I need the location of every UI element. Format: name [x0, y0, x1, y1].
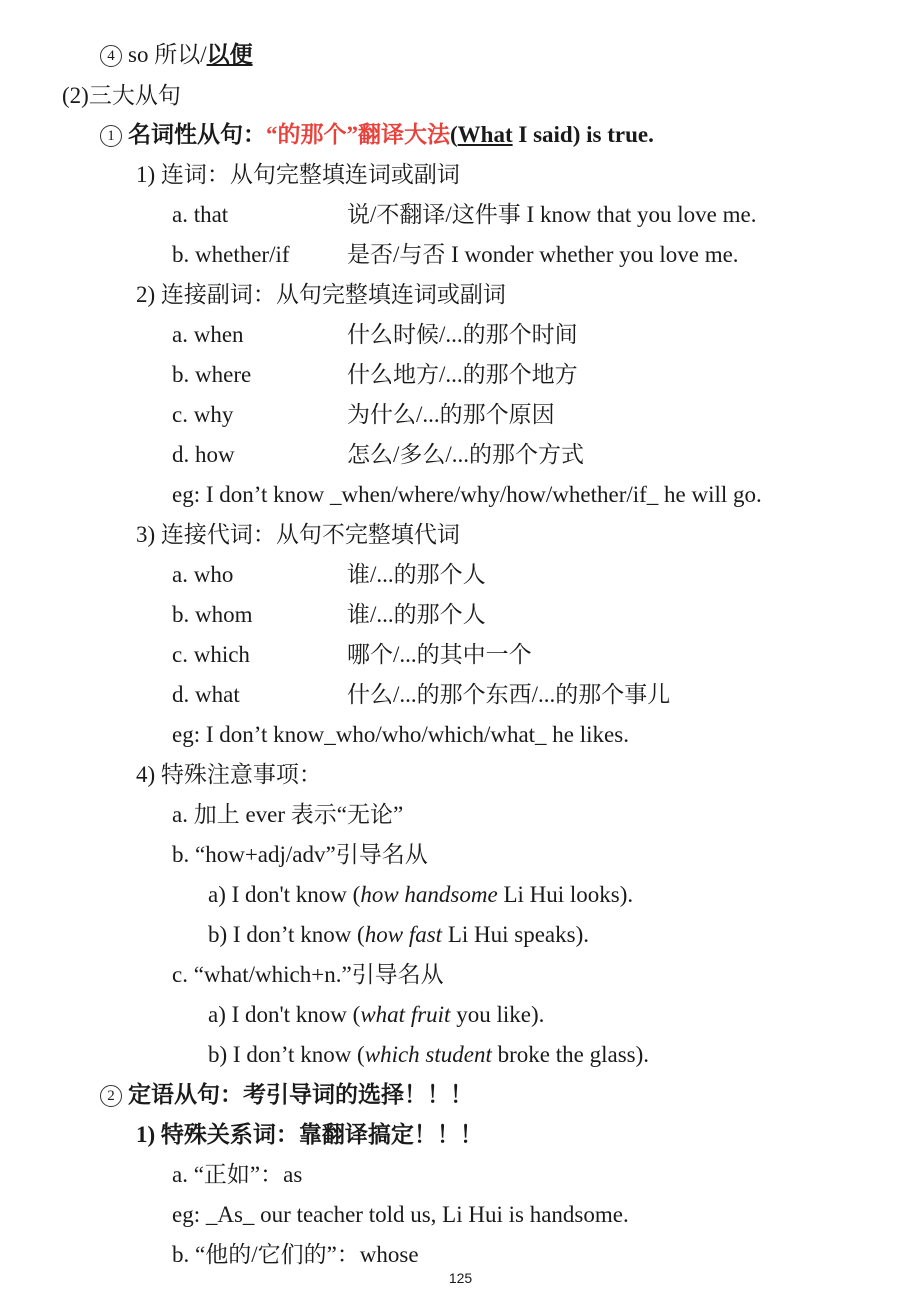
- subheading: 1) 特殊关系词：靠翻译搞定！！！: [136, 1122, 483, 1147]
- attr-clause-heading: 2 定语从句：考引导词的选择！！！: [100, 1080, 473, 1110]
- list-item: c. “what/which+n.”引导名从: [172, 962, 444, 987]
- list-item: d. what 什么/...的那个东西/...的那个事儿: [172, 682, 671, 707]
- subheading: 3) 连接代词：从句不完整填代词: [136, 522, 460, 547]
- list-item: a. 加上 ever 表示“无论”: [172, 802, 404, 827]
- subheading: 2) 连接副词：从句完整填连词或副词: [136, 282, 506, 307]
- list-item: d. how 怎么/多么/...的那个方式: [172, 442, 585, 467]
- example-sentence: eg: I don’t know _when/where/why/how/whether/if_ he will go.: [172, 482, 762, 507]
- page-number: 125: [448, 1270, 473, 1286]
- list-item: c. why 为什么/...的那个原因: [172, 402, 555, 427]
- noun-clause-heading: 1 名词性从句：“的那个”翻译大法(What I said) is true.: [100, 120, 654, 150]
- item-so: 4 so 所以/以便: [100, 40, 253, 70]
- subheading: 1) 连词：从句完整填连词或副词: [136, 162, 460, 187]
- list-item: b. “他的/它们的”：whose: [172, 1242, 419, 1267]
- circled-number: 1: [100, 125, 122, 147]
- list-item: c. which 哪个/...的其中一个: [172, 642, 532, 667]
- example-sentence: b) I don’t know (which student broke the glass).: [208, 1042, 650, 1067]
- list-item: b. whom 谁/...的那个人: [172, 602, 486, 627]
- circled-number: 2: [100, 1085, 122, 1107]
- list-item: a. when 什么时候/...的那个时间: [172, 322, 578, 347]
- list-item: a. that 说/不翻译/这件事 I know that you love me.: [172, 202, 757, 227]
- example-sentence: a) I don't know (how handsome Li Hui looks).: [208, 882, 634, 907]
- example-sentence: eg: _As_ our teacher told us, Li Hui is handsome.: [172, 1202, 629, 1227]
- list-item: a. who 谁/...的那个人: [172, 562, 486, 587]
- example-sentence: eg: I don’t know_who/who/which/what_ he likes.: [172, 722, 629, 747]
- list-item: b. whether/if 是否/与否 I wonder whether you love me.: [172, 242, 739, 267]
- circled-number: 4: [100, 45, 122, 67]
- list-item: a. “正如”：as: [172, 1162, 303, 1187]
- example-sentence: a) I don't know (what fruit you like).: [208, 1002, 545, 1027]
- example-sentence: b) I don’t know (how fast Li Hui speaks).: [208, 922, 589, 947]
- subheading: 4) 特殊注意事项：: [136, 762, 322, 787]
- list-item: b. “how+adj/adv”引导名从: [172, 842, 428, 867]
- list-item: b. where 什么地方/...的那个地方: [172, 362, 578, 387]
- section-heading: (2)三大从句: [62, 83, 181, 108]
